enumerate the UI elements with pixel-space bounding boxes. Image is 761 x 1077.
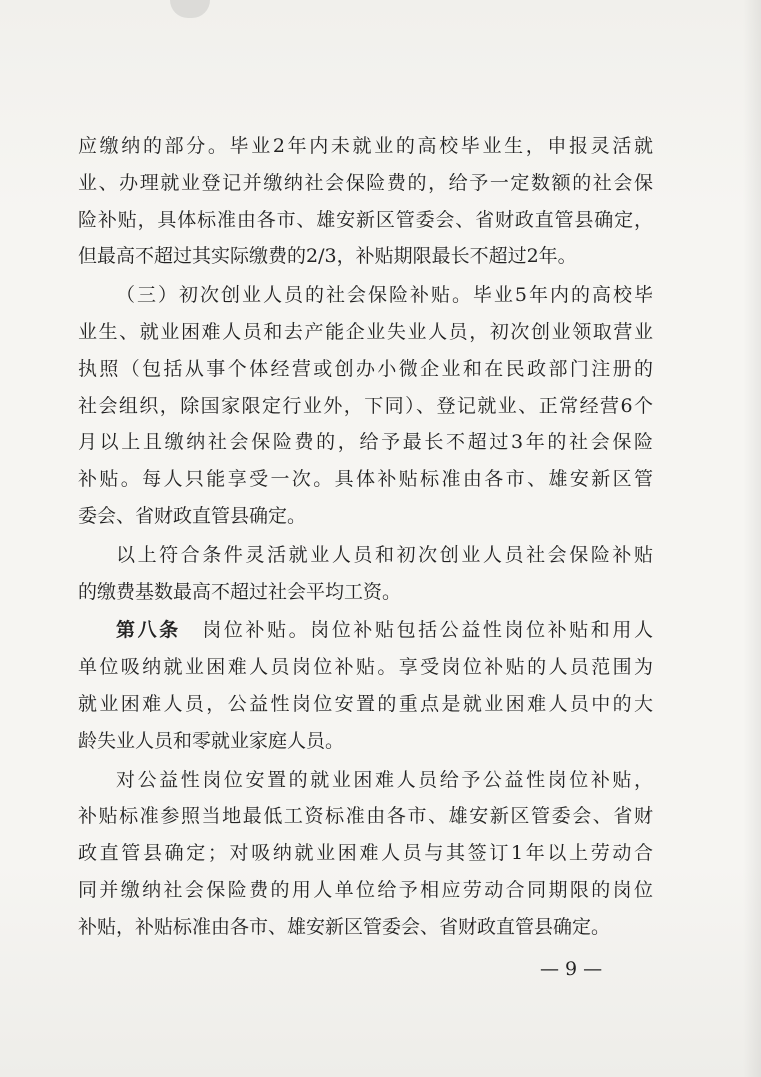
- text-line: 同并缴纳社会保险费的用人单位给予相应劳动合同期限的岗位: [78, 878, 653, 901]
- text-line: 应缴纳的部分。毕业2年内未就业的高校毕业生，申报灵活就: [78, 135, 653, 157]
- text-line: 业生、就业困难人员和去产能企业失业人员，初次创业领取营业: [78, 320, 653, 343]
- text-line: 险补贴，具体标准由各市、雄安新区管委会、省财政直管县确定，: [78, 208, 653, 231]
- text-line: （三）初次创业人员的社会保险补贴。毕业5年内的高校毕: [116, 284, 653, 307]
- text-line: 委会、省财政直管县确定。: [78, 504, 307, 527]
- text-line: 单位吸纳就业困难人员岗位补贴。享受岗位补贴的人员范围为: [78, 656, 653, 679]
- article-line: [78, 612, 653, 649]
- text-line: 社会组织，除国家限定行业外，下同）、登记就业、正常经营6个: [78, 394, 653, 417]
- text-line: 月以上且缴纳社会保险费的，给予最长不超过3年的社会保险: [78, 431, 653, 454]
- text-line: 就业困难人员，公益性岗位安置的重点是就业困难人员中的大: [78, 692, 653, 715]
- text-line: 补贴。每人只能享受一次。具体补贴标准由各市、雄安新区管: [78, 468, 653, 491]
- text-line: 以上符合条件灵活就业人员和初次创业人员社会保险补贴: [116, 543, 653, 566]
- document-body: [78, 128, 653, 946]
- page-number: — 9 —: [540, 958, 603, 980]
- text-line: 龄失业人员和零就业家庭人员。: [78, 729, 345, 752]
- article-text: 岗位补贴。岗位补贴包括公益性岗位补贴和用人: [199, 619, 653, 642]
- text-line: 执照（包括从事个体经营或创办小微企业和在民政部门注册的: [78, 357, 653, 380]
- text-line: 政直管县确定；对吸纳就业困难人员与其签订1年以上劳动合: [78, 842, 653, 865]
- page-edge-shadow: [743, 0, 761, 1077]
- article-heading: 第八条: [116, 619, 181, 642]
- scan-mark: [170, 0, 210, 18]
- text-line: 但最高不超过其实际缴费的2/3，补贴期限最长不超过2年。: [78, 245, 577, 268]
- text-line: 补贴标准参照当地最低工资标准由各市、雄安新区管委会、省财: [78, 805, 653, 828]
- text-line: 业、办理就业登记并缴纳社会保险费的，给予一定数额的社会保: [78, 171, 653, 194]
- text-line: 对公益性岗位安置的就业困难人员给予公益性岗位补贴，: [116, 768, 653, 791]
- text-line: 补贴，补贴标准由各市、雄安新区管委会、省财政直管县确定。: [78, 915, 611, 938]
- text-line: 的缴费基数最高不超过社会平均工资。: [78, 580, 402, 603]
